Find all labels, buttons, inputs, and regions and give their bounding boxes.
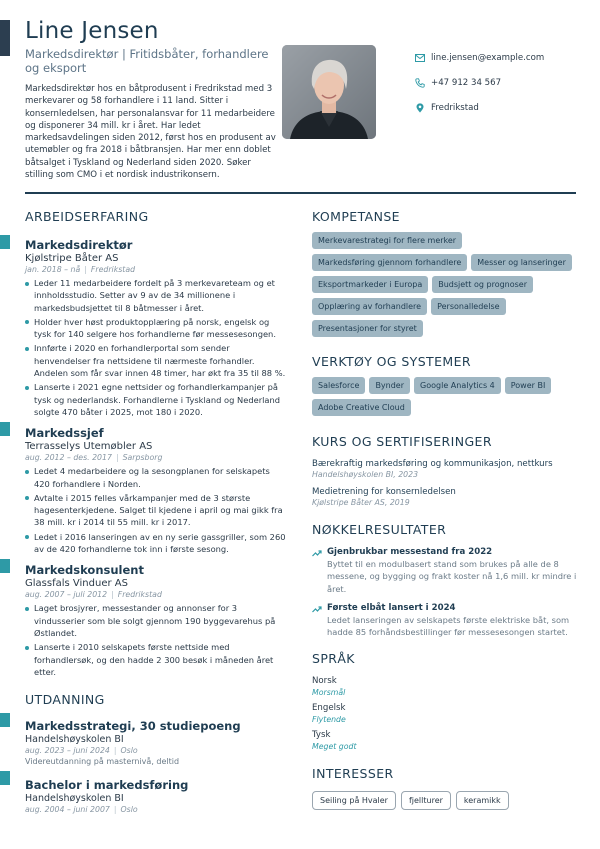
language-level: Meget godt: [312, 742, 357, 752]
result-desc: Byttet til en modulbasert stand som brukes på alle de 8 messene, og bygging og frakt koster nå 1,6 mill. kr mindre i året.: [327, 559, 577, 594]
education-meta: aug. 2023 – juni 2024 | Oslo: [25, 746, 138, 756]
skill-tag: Opplæring av forhandlere: [312, 298, 427, 315]
tool-tag: Bynder: [369, 377, 410, 394]
job-location: Fredrikstad: [90, 265, 136, 274]
job-dates: aug. 2007 – juli 2012: [25, 590, 108, 600]
job-entry: [25, 563, 287, 678]
language-name: Engelsk: [312, 703, 346, 714]
result-desc: Ledet lanseringen av selskapets første elektriske båt, som hadde 85 forhåndsbestillinger før messesesongen startet.: [327, 614, 570, 638]
job-location: Fredrikstad: [117, 590, 162, 600]
person-name: Line Jensen: [25, 18, 159, 44]
experience-heading: ARBEIDSERFARING: [25, 209, 149, 224]
mail-icon: [415, 53, 425, 63]
skill-tag: Markedsføring gjennom forhandlere: [312, 254, 467, 271]
education-entry: [25, 719, 287, 766]
courses-heading: KURS OG SERTIFISERINGER: [312, 434, 492, 449]
job-bullet: Ledet i 2016 lanseringen av en ny serie gassgriller, som 260 av de 420 forhandlerne tok inn i første sesong.: [25, 531, 287, 556]
education-location: Oslo: [120, 746, 138, 756]
job-title: Markedssjef: [25, 426, 104, 441]
language-name: Tysk: [312, 730, 331, 741]
interest-tag: Seiling på Hvaler: [312, 791, 396, 810]
job-bullet: Innførte i 2020 en forhandlerportal som sender henvendelser fra nettsidene til nærmeste forhandler. Andelen som får svar innen 48 timer, har økt fra 35 til 88 %.: [25, 342, 287, 379]
education-desc: Videreutdanning på masternivå, deltid: [25, 757, 180, 767]
interest-tag: keramikk: [456, 791, 509, 810]
phone-icon: [415, 78, 425, 88]
job-meta: jan. 2018 – nå | Fredrikstad: [25, 265, 136, 274]
header-divider: [25, 192, 576, 194]
tools-tags: [312, 377, 577, 421]
section-accent-bar: [0, 713, 10, 727]
result-title: Gjenbrukbar messestand fra 2022: [327, 547, 493, 557]
course-entry: [312, 459, 577, 479]
right-column: [312, 209, 577, 810]
education-meta: aug. 2004 – juni 2007 | Oslo: [25, 805, 138, 815]
tool-tag: Google Analytics 4: [414, 377, 501, 394]
job-dates: jan. 2018 – nå: [25, 265, 81, 274]
interests-heading: INTERESSER: [312, 766, 394, 782]
summary: Markedsdirektør hos en båtprodusent i Fredrikstad med 3 merkevarer og 58 forhandlere i 11 land. Sitter i konsernledelsen, har personalansvar for 11 medarbeidere og disponerer 34 mill. kr i året. Har ledet markedsavdelingen siden 2012, først hos en produsent av utemøbler og fra 2018 i båtbransjen. Har mer enn doblet båtsalget i Tyskland og Nederland siden 2020. Søker stilling som CMO i et nordisk industrikonsern.: [25, 84, 276, 181]
skill-tag: Personalledelse: [431, 298, 505, 315]
skill-tag: Merkevarestrategi for flere merker: [312, 232, 462, 249]
job-bullets: [25, 277, 287, 418]
course-entry: [312, 487, 577, 507]
section-accent-bar: [0, 422, 10, 436]
phone-text: +47 912 34 567: [431, 77, 502, 88]
job-meta: aug. 2012 – des. 2017 | Sarpsborg: [25, 453, 163, 463]
skill-tag: Presentasjoner for styret: [312, 320, 423, 337]
trend-up-icon: [312, 548, 322, 558]
job-entry: [25, 238, 287, 418]
result-entry: [312, 547, 577, 595]
tool-tag: Power BI: [505, 377, 552, 394]
job-location: Sarpsborg: [122, 453, 163, 463]
contact-phone[interactable]: [415, 70, 544, 95]
education-entry: [25, 778, 287, 814]
education-school: Handelshøyskolen BI: [25, 734, 124, 746]
job-bullet: Lanserte i 2010 selskapets første nettside med forhandlersøk, og den hadde 2 300 besøk i måneden året etter.: [25, 641, 287, 678]
languages-heading: SPRÅK: [312, 651, 355, 667]
job-bullet: Avtalte i 2015 felles vårkampanjer med de 3 største hagesenterkjedene. Salget til kjedene i april og mai gikk fra 38 mill. kr i 2014 til 55 mill. kr i 2017.: [25, 492, 287, 529]
tool-tag: Salesforce: [312, 377, 365, 394]
language-name: Norsk: [312, 676, 337, 687]
interest-tags: [312, 791, 577, 810]
contact-location: [415, 95, 544, 120]
course-title: Bærekraftig markedsføring og kommunikasjon, nettkurs: [312, 459, 553, 469]
result-title: Første elbåt lansert i 2024: [327, 602, 456, 613]
job-bullet: Ledet 4 medarbeidere og la sesongplanen for selskapets 420 forhandlere i Norden.: [25, 465, 287, 490]
skill-tag: Messer og lanseringer: [471, 254, 572, 271]
section-accent-bar: [0, 771, 10, 785]
course-sub: Kjølstripe Båter AS, 2019: [312, 498, 410, 507]
headline: Markedsdirektør | Fritidsbåter, forhandlere og eksport: [25, 47, 269, 75]
course-sub: Handelshøyskolen BI, 2023: [312, 470, 419, 479]
location-text: Fredrikstad: [431, 102, 479, 113]
education-title: Markedsstrategi, 30 studiepoeng: [25, 719, 241, 734]
interest-tag: fjellturer: [401, 791, 451, 810]
contact-email[interactable]: [415, 45, 544, 70]
location-pin-icon: [415, 103, 425, 113]
job-bullet: Holder hver høst produktopplæring på norsk, engelsk og tysk for 140 selgere hos forhandlerne før messesesongen.: [25, 316, 287, 341]
profile-photo: [282, 45, 376, 139]
header-accent-bar: [0, 20, 10, 56]
job-company: Glassfals Vinduer AS: [25, 578, 128, 590]
job-meta: aug. 2007 – juli 2012 | Fredrikstad: [25, 590, 162, 600]
left-column: [25, 209, 287, 814]
skill-tag: Budsjett og prognoser: [432, 276, 533, 293]
language-entry: [312, 676, 577, 697]
education-dates: aug. 2023 – juni 2024: [25, 746, 110, 756]
job-entry: [25, 426, 287, 555]
skills-tags: [312, 232, 582, 342]
education-school: Handelshøyskolen BI: [25, 793, 124, 805]
job-company: Kjølstripe Båter AS: [25, 253, 119, 264]
section-accent-bar: [0, 559, 10, 573]
section-accent-bar: [0, 235, 10, 249]
job-bullets: [25, 602, 287, 678]
result-entry: [312, 603, 577, 639]
email-text: line.jensen@example.com: [431, 52, 545, 63]
education-heading: UTDANNING: [25, 692, 105, 708]
job-title: Markedskonsulent: [25, 563, 144, 578]
contact-block: [415, 45, 544, 120]
skill-tag: Eksportmarkeder i Europa: [312, 276, 428, 293]
language-entry: [312, 703, 577, 724]
job-bullet: Lanserte i 2021 egne nettsider og forhandlerkampanjer på tysk og nederlandsk. Forhandlerne i Tyskland og Nederland solgte 470 båter i 2025, mot 180 i 2020.: [25, 381, 287, 418]
job-bullet: Laget brosjyrer, messestander og annonser for 3 vindusserier som ble solgt gjennom 190 byggevarehus på Østlandet.: [25, 602, 287, 639]
job-dates: aug. 2012 – des. 2017: [25, 453, 112, 463]
tools-heading: VERKTØY OG SYSTEMER: [312, 354, 471, 369]
results-heading: NØKKELRESULTATER: [312, 522, 447, 537]
education-dates: aug. 2004 – juni 2007: [25, 805, 110, 815]
job-company: Terrasselys Utemøbler AS: [25, 441, 153, 453]
language-level: Morsmål: [312, 688, 346, 698]
job-title: Markedsdirektør: [25, 238, 133, 252]
education-location: Oslo: [120, 805, 138, 815]
job-bullet: Leder 11 medarbeidere fordelt på 3 merkevareteam og et innholdsstudio. Setter av 9 av de 34 millionene i markedsbudsjettet til 8 båtmesser i året.: [25, 277, 287, 314]
header: [25, 18, 600, 188]
language-entry: [312, 730, 577, 751]
tool-tag: Adobe Creative Cloud: [312, 399, 411, 416]
job-bullets: [25, 465, 287, 555]
trend-up-icon: [312, 604, 322, 614]
education-title: Bachelor i markedsføring: [25, 778, 189, 793]
skills-heading: KOMPETANSE: [312, 209, 400, 224]
language-level: Flytende: [312, 715, 346, 725]
course-title: Medietrening for konsernledelsen: [312, 487, 456, 497]
